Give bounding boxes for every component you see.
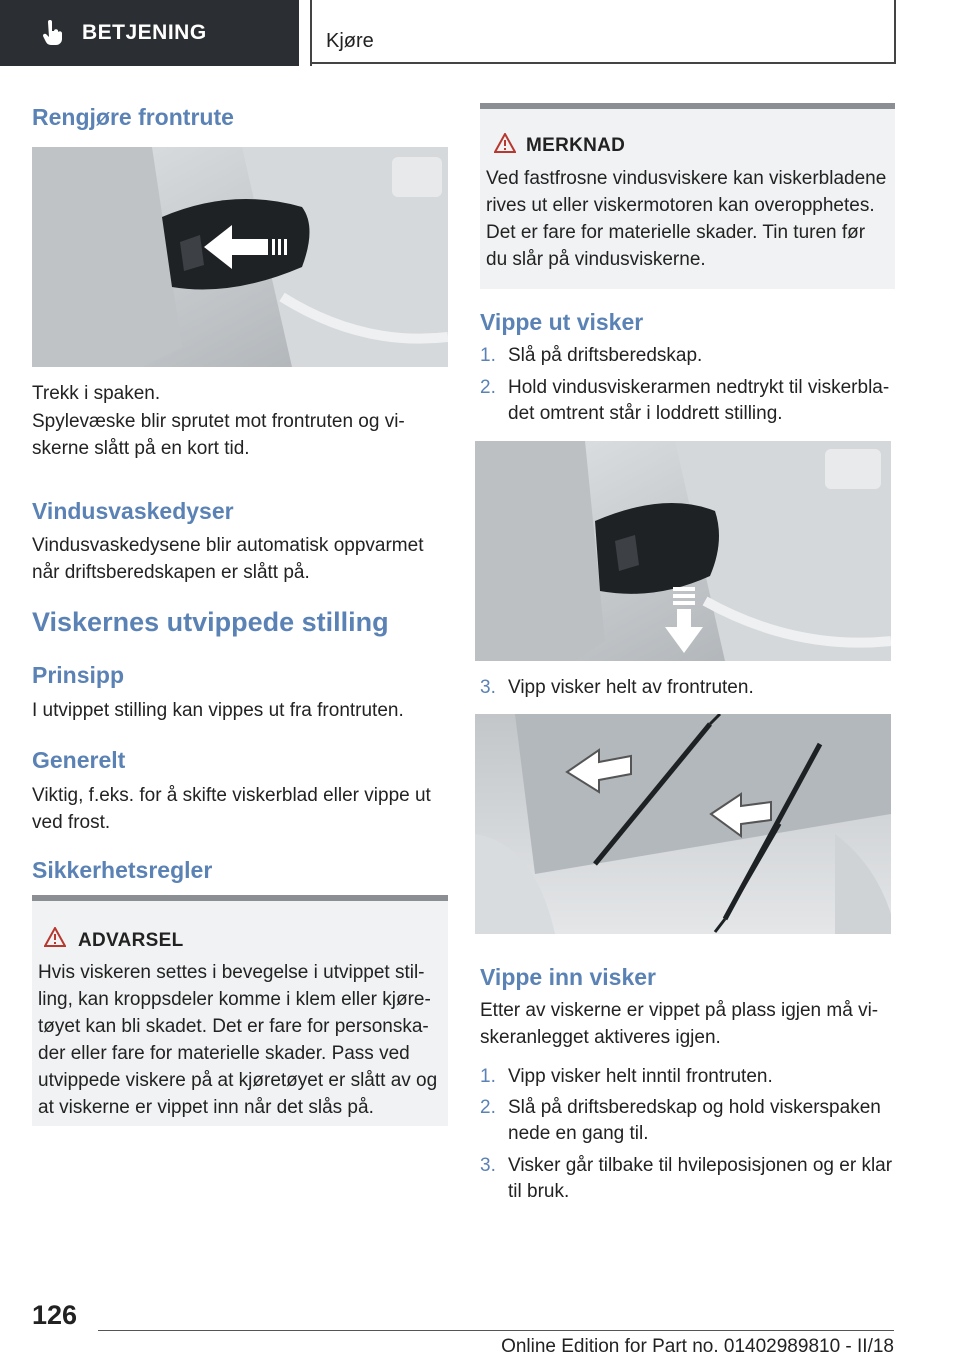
step-text: til bruk. [508,1181,570,1202]
section-tab [0,0,299,66]
tilt-in-text-line-2: skeranlegget aktiveres igjen. [480,1027,721,1048]
heading-tilt-in: Vippe inn visker [480,964,656,990]
step-text: nede en gang til. [508,1123,649,1144]
heading-wiper-position: Viskernes utvippede stilling [32,607,389,637]
general-text-line-2: ved frost. [32,812,111,833]
warning-line: ling, kan kroppsdeler komme i klem eller kjøre- [38,989,431,1010]
wipers-drawing [475,714,891,934]
page-number: 126 [32,1300,78,1330]
step-text: Visker går tilbake til hvileposisjonen og er klar [508,1155,893,1176]
nozzle-text-line-1: Vindusvaskedysene blir automatisk oppvarmet [32,535,424,556]
step-number: 2. [480,377,496,398]
notice-line: rives ut eller viskermotoren kan overopphetes. [486,195,875,216]
chapter-label: Kjøre [326,30,374,52]
spray-text-line-2: skerne slått på en kort tid. [32,438,250,459]
warning-line: der eller fare for materielle skader. Pass ved [38,1043,410,1064]
warning-triangle-icon [44,927,66,947]
warning-line: Hvis viskeren settes i bevegelse i utvippet stil- [38,962,425,983]
list-item [480,342,895,369]
list-item [480,1152,895,1206]
list-item [480,374,895,428]
edition-text: Online Edition for Part no. 01402989810 - II/18 [501,1336,894,1357]
lever-down-drawing [475,441,891,661]
heading-tilt-out: Vippe ut visker [480,309,644,335]
notice-line: du slår på vindusviskerne. [486,249,706,270]
notice-triangle-icon [494,133,516,153]
illustration-lever-down [475,441,891,661]
notice-title: MERKNAD [526,135,626,156]
tilt-in-text-line-1: Etter av viskerne er vippet på plass igjen må vi- [480,1000,879,1021]
illustration-lever-pull [32,147,448,367]
lever-pull-drawing [32,147,448,367]
illustration-wipers [475,714,891,934]
section-label: BETJENING [82,21,207,44]
warning-line: tøyet kan bli skadet. Det er fare for personska- [38,1016,429,1037]
chapter-box [312,0,896,64]
general-text-line-1: Viktig, f.eks. for å skifte viskerblad eller vippe ut [32,785,431,806]
step-text: det omtrent står i loddrett stilling. [508,403,783,424]
spray-text-line-1: Spylevæske blir sprutet mot frontruten og vi- [32,411,405,432]
nozzle-text-line-2: når driftsberedskapen er slått på. [32,562,310,583]
heading-clean-windshield: Rengjøre frontrute [32,104,234,130]
step-number: 2. [480,1097,496,1118]
warning-line: utvippede viskere på at kjøretøyet er slått av og [38,1070,438,1091]
notice-box [480,103,895,289]
list-item [480,674,895,701]
heading-nozzles: Vindusvaskedyser [32,498,234,524]
step-text: Hold vindusviskerarmen nedtrykt til viskerbla- [508,377,890,398]
heading-safety: Sikkerhetsregler [32,857,213,883]
notice-line: Det er fare for materielle skader. Tin turen før [486,222,866,243]
hand-pointer-icon [42,20,64,46]
notice-line: Ved fastfrosne vindusviskere kan viskerbladene [486,168,887,189]
step-number: 1. [480,345,496,366]
step-text: Slå på driftsberedskap og hold viskerspaken [508,1097,881,1118]
page-header [0,0,960,66]
footer-rule [98,1330,894,1331]
step-number: 1. [480,1066,496,1087]
warning-box [32,895,448,1126]
warning-title: ADVARSEL [78,930,184,951]
step-text: Slå på driftsberedskap. [508,345,703,366]
principle-text: I utvippet stilling kan vippes ut fra frontruten. [32,700,404,721]
step-text: Vipp visker helt inntil frontruten. [508,1066,773,1087]
warning-line: at viskerne er vippet inn når det slås på. [38,1097,374,1118]
list-item [480,1063,895,1090]
step-text: Vipp visker helt av frontruten. [508,677,754,698]
heading-principle: Prinsipp [32,662,125,688]
list-item [480,1094,895,1148]
step-number: 3. [480,1155,496,1176]
pull-instruction: Trekk i spaken. [32,383,161,404]
step-number: 3. [480,677,496,698]
heading-general: Generelt [32,747,126,773]
